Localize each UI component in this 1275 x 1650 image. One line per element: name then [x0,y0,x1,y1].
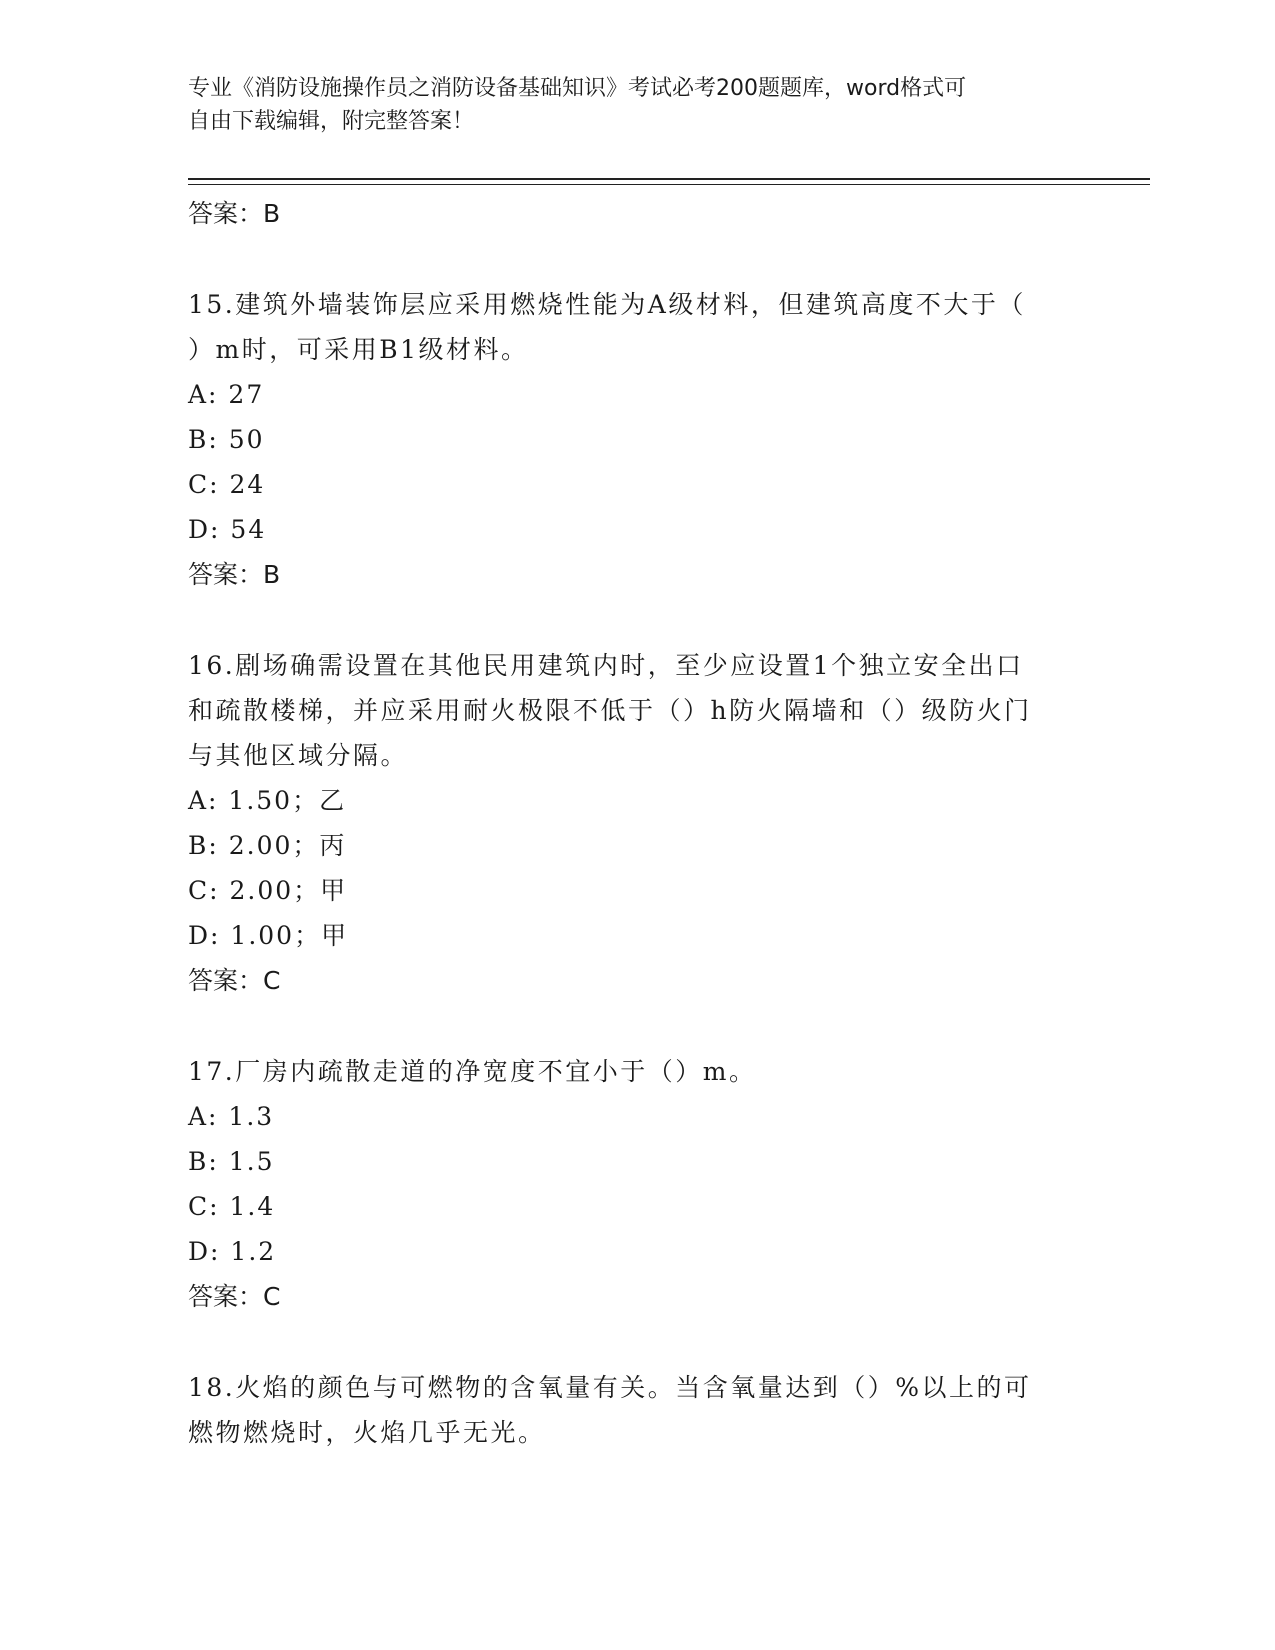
question-17 [188,1049,1088,1319]
question-line: 17.厂房内疏散走道的净宽度不宜小于（）m。 [188,1057,757,1086]
option-d: D: 1.00；甲 [188,921,349,950]
question-line: 和疏散楼梯，并应采用耐火极限不低于（）h防火隔墙和（）级防火门 [188,696,1032,725]
question-line: 与其他区域分隔。 [188,741,409,770]
option-a: A: 27 [188,380,265,409]
option-b: B: 50 [188,425,265,454]
question-line: 18.火焰的颜色与可燃物的含氧量有关。当含氧量达到（）%以上的可 [188,1373,1032,1402]
header-line-2: 自由下载编辑，附完整答案！ [188,109,475,134]
previous-answer: 答案：B [188,199,281,228]
header-divider-thin [188,184,1150,185]
option-d: D: 54 [188,515,267,544]
question-text [188,643,1078,778]
option-d: D: 1.2 [188,1237,277,1266]
document-header [188,72,1068,138]
header-divider-thick [188,178,1150,180]
answer: 答案：C [188,966,281,995]
question-text [188,1049,1078,1094]
answer: 答案：B [188,560,281,589]
option-c: C: 2.00；甲 [188,876,348,905]
option-a: A: 1.50；乙 [188,786,347,815]
option-b: B: 2.00；丙 [188,831,347,860]
question-18 [188,1365,1088,1455]
question-line: ）m时，可采用B1级材料。 [188,335,529,364]
option-b: B: 1.5 [188,1147,275,1176]
question-text [188,282,1078,372]
question-line: 15.建筑外墙装饰层应采用燃烧性能为A级材料，但建筑高度不大于（ [188,290,1026,319]
question-text [188,1365,1078,1455]
question-line: 燃物燃烧时，火焰几乎无光。 [188,1418,546,1447]
document-body [188,191,1088,1455]
question-line: 16.剧场确需设置在其他民用建筑内时，至少应设置1个独立安全出口 [188,651,1024,680]
header-line-1: 专业《消防设施操作员之消防设备基础知识》考试必考200题题库，word格式可 [188,76,967,101]
question-16 [188,643,1088,1003]
option-a: A: 1.3 [188,1102,275,1131]
question-15 [188,282,1088,597]
answer: 答案：C [188,1282,281,1311]
option-c: C: 1.4 [188,1192,276,1221]
option-c: C: 24 [188,470,266,499]
